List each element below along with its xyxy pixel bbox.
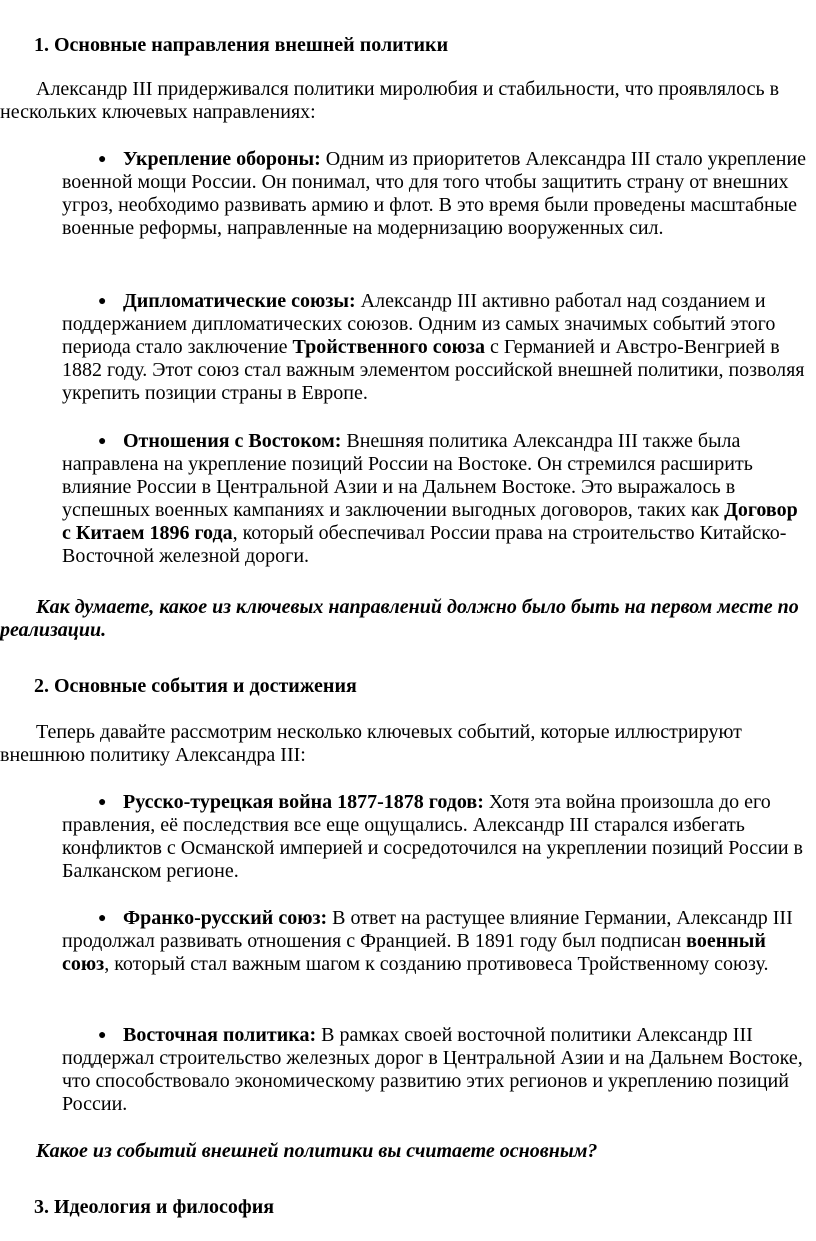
bullet-text: Александр III активно работал над созданием и поддержанием дипломатических союзов. Одним из самых значимых событий этого периода стало заключение [62,290,776,358]
bullet-term: Франко-русский союз: [123,907,328,929]
section-1-question: Как думаете, какое из ключевых направлений должно было быть на первом месте по реализации. [0,596,799,641]
list-item [62,148,810,240]
bullet-term: Восточная политика: [123,1024,317,1046]
bullet-term: Отношения с Востоком: [123,430,342,452]
section-1-intro: Александр III придерживался политики миролюбия и стабильности, что проявлялось в нескольких ключевых направлениях: [0,78,780,123]
bullet-text-tail: , который стал важным шагом к созданию противовеса Тройственному союзу. [104,953,769,975]
bullet-text: Одним из приоритетов Александра III стало укрепление военной мощи России. Он понимал, что для того чтобы защитить страну от внешних угроз, необходимо развивать армию и флот. В это время были проведены масштабные военные реформы, направленные на модернизацию вооруженных сил. [62,148,807,239]
bullet-text: В рамках своей восточной политики Александр III поддержал строительство железных дорог в Центральной Азии и на Дальнем Востоке, что способствовало экономическому развитию этих регионов и укреплению позиций России. [62,1024,803,1115]
section-2-heading: 2. Основные события и достижения [34,675,357,697]
section-1-heading: 1. Основные направления внешней политики [34,34,449,56]
bullet-icon: ● [98,911,107,926]
list-item [62,290,810,405]
bullet-icon: ● [98,152,107,167]
bullet-term: Укрепление обороны: [123,148,321,170]
bullet-icon: ● [98,434,107,449]
list-item [62,1024,810,1116]
bullet-emphasis: Договор с Китаем 1896 года [62,499,798,544]
section-2-intro: Теперь давайте рассмотрим несколько ключевых событий, которые иллюстрируют внешнюю политику Александра III: [0,721,742,766]
bullet-emphasis: Тройственного союза [292,336,485,358]
section-3-heading: 3. Идеология и философия [34,1196,275,1218]
bullet-text: Хотя эта война произошла до его правления, её последствия все еще ощущались. Александр III старался избегать конфликтов с Османской империей и сосредоточился на укреплении позиций России в Балканском регионе. [62,791,803,882]
bullet-icon: ● [98,1028,107,1043]
bullet-text-tail: с Германией и Австро-Венгрией в 1882 году. Этот союз стал важным элементом российской внешней политики, позволяя укрепить позиции страны в Европе. [62,336,805,404]
bullet-term: Русско-турецкая война 1877-1878 годов: [123,791,484,813]
bullet-text: В ответ на растущее влияние Германии, Александр III продолжал развивать отношения с Францией. В 1891 году был подписан [62,907,793,952]
bullet-text: Внешняя политика Александра III также была направлена на укрепление позиций России на Востоке. Он стремился расширить влияние России в Центральной Азии и на Дальнем Востоке. Это выражалось в успешных военных кампаниях и заключении выгодных договоров, таких как [62,430,753,521]
list-item [62,430,810,568]
bullet-term: Дипломатические союзы: [123,290,356,312]
bullet-emphasis: военный союз [62,930,766,975]
section-2-question: Какое из событий внешней политики вы считаете основным? [36,1140,598,1162]
bullet-text-tail: , который обеспечивал России права на строительство Китайско-Восточной железной дороги. [62,522,787,567]
bullet-icon: ● [98,294,107,309]
list-item [62,791,810,883]
list-item [62,907,810,976]
bullet-icon: ● [98,795,107,810]
